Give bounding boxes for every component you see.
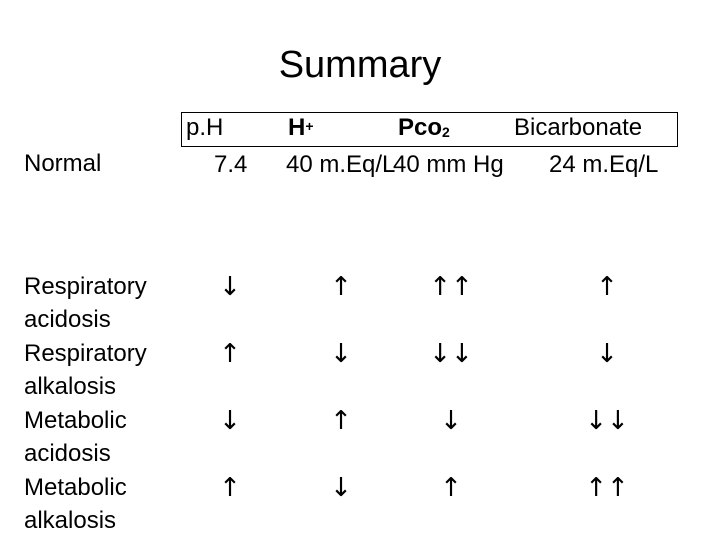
resp-alkalosis-bicarbonate-arrow: ↓ — [596, 339, 618, 369]
row-label-line1: Metabolic — [24, 407, 127, 434]
header-pco2 — [398, 112, 450, 144]
row-label-line2: acidosis — [24, 440, 111, 467]
resp-acidosis-bicarbonate-arrow: ↑ — [596, 272, 618, 302]
header-pco2-subscript: 2 — [442, 124, 450, 140]
normal-bicarbonate-value: 24 m.Eq/L — [549, 151, 659, 178]
header-h-superscript: + — [305, 118, 314, 134]
metab-acidosis-pco2-arrow: ↓ — [440, 406, 462, 436]
row-label-respiratory-acidosis — [24, 270, 147, 336]
row-label-line1: Respiratory — [24, 273, 147, 300]
row-label-line2: alkalosis — [24, 507, 117, 534]
metab-alkalosis-bicarbonate-arrow: ↑↑ — [585, 473, 629, 503]
header-bicarbonate: Bicarbonate — [514, 114, 643, 141]
page-title: Summary — [278, 44, 442, 86]
row-label-line1: Metabolic — [24, 474, 127, 501]
metab-alkalosis-pco2-arrow: ↑ — [440, 473, 462, 503]
metab-acidosis-h-arrow: ↑ — [330, 406, 352, 436]
resp-alkalosis-ph-arrow: ↑ — [219, 339, 241, 369]
resp-alkalosis-pco2-arrow: ↓↓ — [429, 339, 473, 369]
row-label-metabolic-alkalosis — [24, 471, 127, 537]
row-label-normal: Normal — [24, 150, 102, 177]
header-h-ion — [288, 112, 314, 144]
normal-pco2-value: 40 mm Hg — [393, 151, 504, 178]
metab-acidosis-bicarbonate-arrow: ↓↓ — [585, 406, 629, 436]
metab-alkalosis-ph-arrow: ↑ — [219, 473, 241, 503]
row-label-line2: acidosis — [24, 306, 111, 333]
metab-acidosis-ph-arrow: ↓ — [219, 406, 241, 436]
normal-ph-value: 7.4 — [214, 151, 248, 178]
header-h-base: H — [288, 114, 306, 141]
resp-acidosis-h-arrow: ↑ — [330, 272, 352, 302]
row-label-respiratory-alkalosis — [24, 337, 147, 403]
row-label-line2: alkalosis — [24, 373, 117, 400]
row-label-line1: Respiratory — [24, 340, 147, 367]
header-ph: p.H — [186, 114, 224, 141]
normal-h-value: 40 m.Eq/L — [286, 151, 396, 178]
resp-alkalosis-h-arrow: ↓ — [330, 339, 352, 369]
row-label-metabolic-acidosis — [24, 404, 127, 470]
metab-alkalosis-h-arrow: ↓ — [330, 473, 352, 503]
header-pco2-base: Pco — [398, 114, 443, 141]
resp-acidosis-pco2-arrow: ↑↑ — [429, 272, 473, 302]
resp-acidosis-ph-arrow: ↓ — [219, 272, 241, 302]
